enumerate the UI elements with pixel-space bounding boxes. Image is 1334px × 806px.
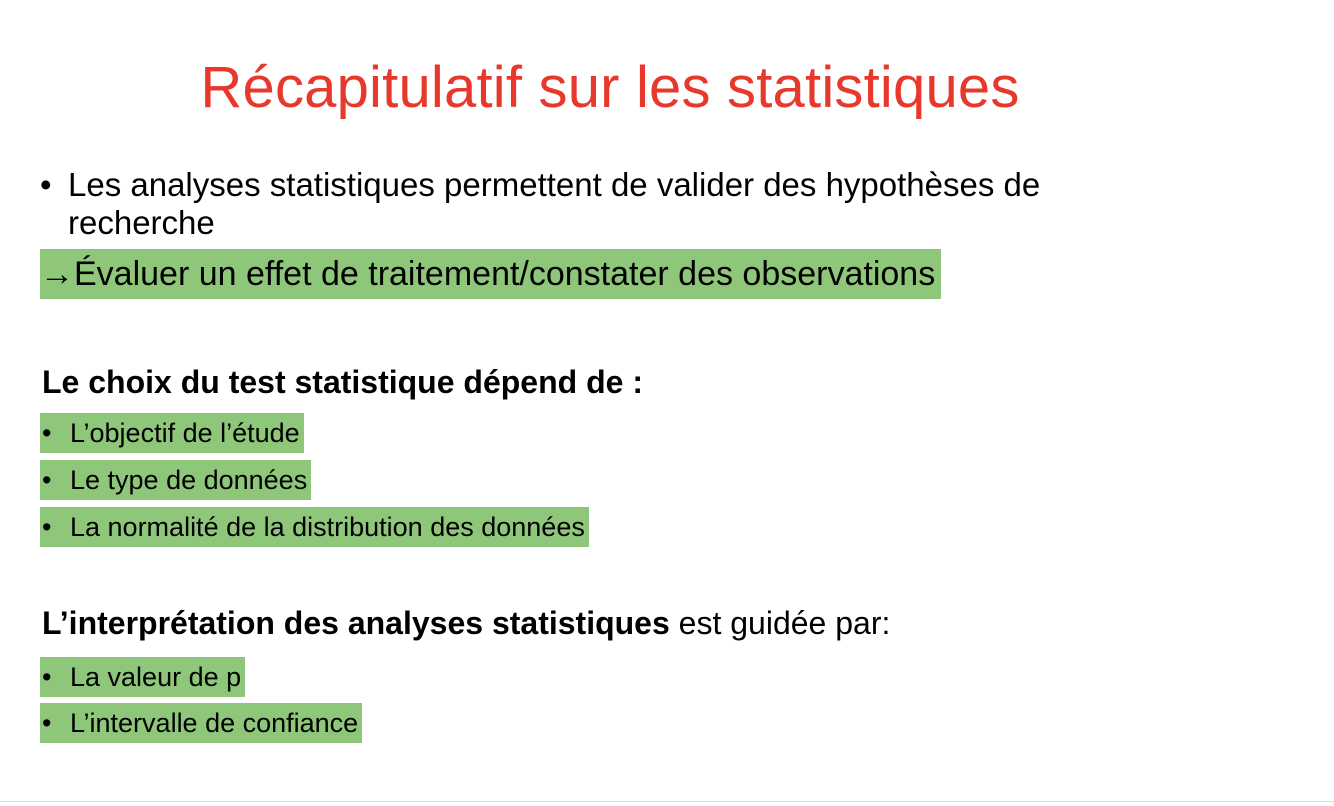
intro-text: Les analyses statistiques permettent de valider des hypothèses de recherche (68, 166, 1041, 241)
highlighted-arrow-line (40, 249, 941, 299)
arrow-line-text: Évaluer un effet de traitement/constater des observations (74, 255, 936, 293)
list-item-text: La normalité de la distribution des données (70, 512, 585, 542)
list-item-text: L’intervalle de confiance (70, 708, 359, 738)
bullet-icon: • (42, 708, 52, 738)
slide-title: Récapitulatif sur les statistiques (200, 55, 1020, 120)
bullet-icon: • (42, 418, 52, 448)
list-item-text: La valeur de p (70, 662, 242, 692)
section2-heading-bold: L’interprétation des analyses statistiques (42, 605, 670, 641)
section1-heading-text: Le choix du test statistique dépend de : (42, 364, 643, 400)
list-item (40, 460, 311, 500)
bullet-icon: • (42, 512, 52, 542)
list-item (40, 703, 362, 743)
list-item (40, 657, 245, 697)
bullet-icon: • (42, 662, 52, 692)
bullet-icon: • (42, 465, 52, 495)
section2-heading (42, 603, 890, 643)
list-item-text: Le type de données (70, 465, 308, 495)
intro-paragraph (40, 166, 1190, 242)
section2-heading-rest: est guidée par: (669, 605, 891, 641)
bullet-icon: • (40, 166, 52, 203)
section1-heading (42, 362, 643, 402)
bottom-divider (0, 801, 1334, 802)
list-item-text: L’objectif de l’étude (70, 418, 300, 448)
list-item (40, 507, 589, 547)
list-item (40, 413, 304, 453)
arrow-icon: → (40, 255, 74, 293)
